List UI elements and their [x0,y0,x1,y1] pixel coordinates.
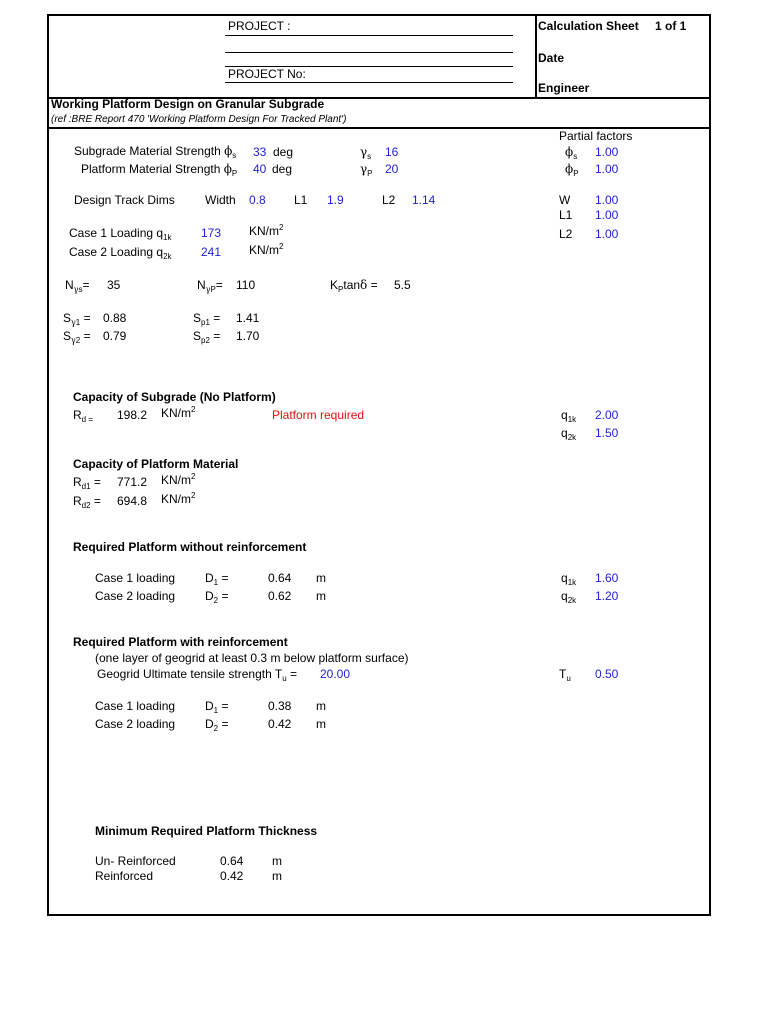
sheet-title: Working Platform Design on Granular Subgrade [51,97,325,111]
pf-q1k-symbol-1: $q_{1k}$ [561,408,577,424]
rd1-value: 771.2 [117,475,148,489]
pf-q1k-symbol-2: $q_{1k}$ [561,571,577,587]
n-gamma-s-label: $N_{\gamma s}=$ [65,278,90,294]
pf-tu-value: 0.50 [595,667,619,681]
minimum-thickness-heading: Minimum Required Platform Thickness [95,824,318,838]
unreinforced-heading: Required Platform without reinforcement [73,540,307,554]
s-gamma2-label: $S_{\gamma 2}$ = [63,329,91,345]
platform-capacity-heading: Capacity of Platform Material [73,457,239,471]
kp-tan-delta-value: 5.5 [394,278,411,292]
case1-loading-value: 173 [201,226,222,240]
s-gamma1-label: $S_{\gamma 1}$ = [63,311,91,327]
subgrade-capacity-heading: Capacity of Subgrade (No Platform) [73,390,276,404]
phi-p-value: 40 [253,162,267,176]
gamma-p-symbol: $\gamma_P$ [360,162,373,178]
min-unreinforced-value: 0.64 [220,854,244,868]
pf-q1k-value-2: 1.60 [595,571,619,585]
phi-p-unit: deg [272,162,293,176]
unreinf-case2-label: Case 2 loading [95,589,176,603]
pf-tu-symbol: $T_u$ [559,667,571,683]
pf-phi-p-value: 1.00 [595,162,619,176]
min-unreinforced-label: Un- Reinforced [95,854,176,868]
phi-s-value: 33 [253,145,267,159]
min-unreinforced-unit: m [272,854,282,868]
min-reinforced-label: Reinforced [95,869,154,883]
pf-phi-s-value: 1.00 [595,145,619,159]
pf-q2k-symbol-2: $q_{2k}$ [561,589,577,605]
s-p2-label: $S_{p2}$ = [193,329,221,345]
pf-q2k-symbol-1: $q_{2k}$ [561,426,577,442]
unreinf-d1-unit: m [316,571,326,585]
rd2-unit: $KN/m^2$ [161,491,196,506]
reinf-d1-unit: m [316,699,326,713]
geogrid-strength-label: Geogrid Ultimate tensile strength $T_u$ = [97,667,297,683]
track-dims-label: Design Track Dims [74,193,175,207]
rd2-label: $R_{d2}$ = [73,494,101,510]
n-gamma-s-value: 35 [107,278,121,292]
rd-unit: $KN/m^2$ [161,405,196,420]
phi-s-unit: deg [273,145,294,159]
pf-l1-label: L1 [559,208,573,222]
case1-loading-label: Case 1 Loading $q_{1k}$ [69,226,172,242]
l2-value: 1.14 [412,193,436,207]
geogrid-note: (one layer of geogrid at least 0.3 m below platform surface) [95,651,409,665]
calc-sheet-label: Calculation Sheet [538,19,639,33]
reference-note: (ref :BRE Report 470 'Working Platform Design For Tracked Plant') [51,114,347,125]
case2-loading-unit: $KN/m^2$ [249,242,284,257]
project-label: PROJECT : [228,19,291,33]
gamma-s-value: 16 [385,145,399,159]
reinf-d1-value: 0.38 [268,699,292,713]
l1-label: L1 [294,193,308,207]
pf-phi-p-symbol: $\phi_P$ [565,162,579,178]
gamma-p-value: 20 [385,162,399,176]
case2-loading-label: Case 2 Loading $q_{2k}$ [69,245,172,261]
unreinf-d2-value: 0.62 [268,589,292,603]
reinf-case2-label: Case 2 loading [95,717,176,731]
reinf-d2-label: $D_2$ = [205,717,229,733]
project-no-label: PROJECT No: [228,67,306,81]
rd-label: $R_{d =}$ [73,408,94,424]
s-p1-label: $S_{p1}$ = [193,311,221,327]
reinf-d1-label: $D_1$ = [205,699,229,715]
header-divider-vertical [535,14,537,98]
project-line-1 [225,35,513,36]
pf-phi-s-symbol: $\phi_s$ [565,145,578,161]
s-p1-value: 1.41 [236,311,260,325]
unreinf-case1-label: Case 1 loading [95,571,176,585]
date-label: Date [538,51,565,65]
case2-loading-value: 241 [201,245,222,259]
width-value: 0.8 [249,193,266,207]
rd2-value: 694.8 [117,494,148,508]
n-gamma-p-value: 110 [236,278,256,292]
rd1-unit: $KN/m^2$ [161,472,196,487]
pf-l1-value: 1.00 [595,208,619,222]
l2-label: L2 [382,193,396,207]
pf-q2k-value-2: 1.20 [595,589,619,603]
pf-l2-value: 1.00 [595,227,619,241]
pf-w-label: W [559,193,571,207]
s-gamma2-value: 0.79 [103,329,127,343]
pf-w-value: 1.00 [595,193,619,207]
case1-loading-unit: $KN/m^2$ [249,223,284,238]
sheet-number: 1 of 1 [655,19,687,33]
min-reinforced-value: 0.42 [220,869,244,883]
engineer-label: Engineer [538,81,590,95]
unreinf-d1-value: 0.64 [268,571,292,585]
reinf-case1-label: Case 1 loading [95,699,176,713]
platform-strength-label: Platform Material Strength $\phi_P$ [81,162,238,178]
project-no-line [225,82,513,83]
gamma-s-symbol: $\gamma_s$ [360,145,372,161]
rd-value: 198.2 [117,408,148,422]
min-reinforced-unit: m [272,869,282,883]
unreinf-d1-label: $D_1$ = [205,571,229,587]
pf-l2-label: L2 [559,227,573,241]
l1-value: 1.9 [327,193,344,207]
s-p2-value: 1.70 [236,329,260,343]
s-gamma1-value: 0.88 [103,311,127,325]
pf-q1k-value-1: 2.00 [595,408,619,422]
geogrid-strength-value: 20.00 [320,667,351,681]
project-line-2 [225,52,513,53]
reinforced-heading: Required Platform with reinforcement [73,635,288,649]
unreinf-d2-unit: m [316,589,326,603]
reinf-d2-value: 0.42 [268,717,292,731]
partial-factors-label: Partial factors [559,129,633,143]
reinf-d2-unit: m [316,717,326,731]
subgrade-strength-label: Subgrade Material Strength $\phi_s$ [74,144,237,160]
kp-tan-delta-label: $K_P\tan\delta$ = [330,278,378,294]
pf-q2k-value-1: 1.50 [595,426,619,440]
n-gamma-p-label: $N_{\gamma P}=$ [197,278,223,294]
platform-required-status: Platform required [272,408,365,422]
rd1-label: $R_{d1}$ = [73,475,101,491]
width-label: Width [205,193,236,207]
unreinf-d2-label: $D_2$ = [205,589,229,605]
